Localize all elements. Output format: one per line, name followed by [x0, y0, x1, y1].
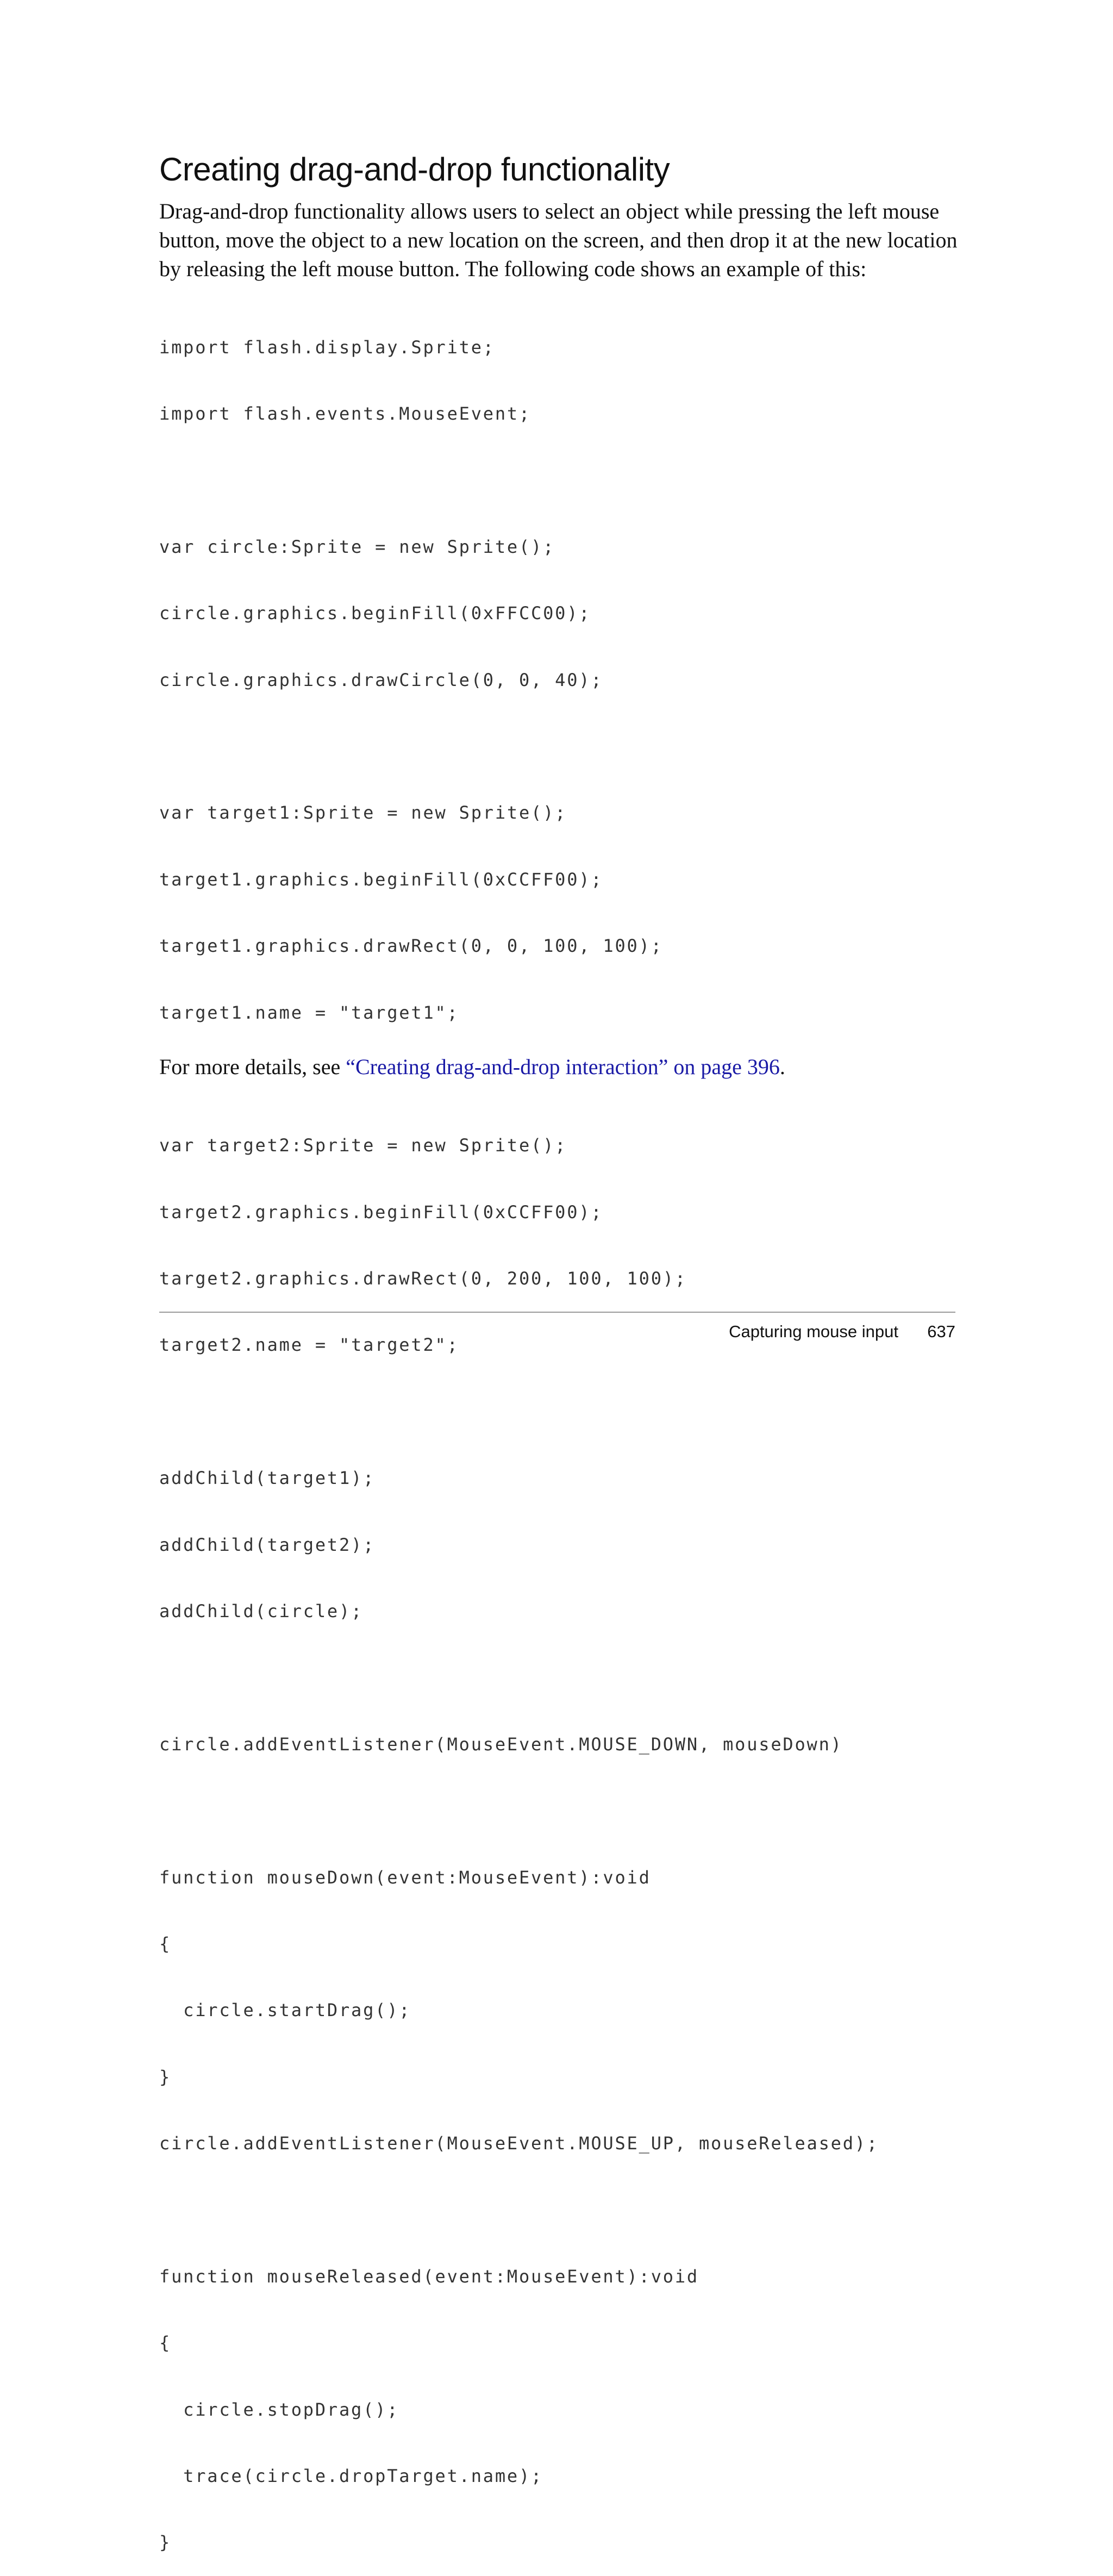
code-line: target2.name = "target2"; — [159, 1334, 459, 1356]
code-line: } — [159, 2066, 172, 2087]
more-details-paragraph — [159, 1052, 785, 1081]
code-line: function mouseReleased(event:MouseEvent):void — [159, 2266, 699, 2287]
code-line: target1.graphics.drawRect(0, 0, 100, 100); — [159, 935, 663, 957]
code-line: addChild(circle); — [159, 1601, 364, 1622]
code-line: target2.graphics.drawRect(0, 200, 100, 100); — [159, 1268, 687, 1289]
code-line: { — [159, 2332, 172, 2354]
code-line: } — [159, 2532, 172, 2553]
cross-reference-link[interactable]: “Creating drag-and-drop interaction” on page 396 — [346, 1055, 780, 1079]
code-line — [159, 2199, 879, 2222]
code-line — [159, 1401, 879, 1423]
code-line — [159, 735, 879, 758]
code-line: target2.graphics.beginFill(0xCCFF00); — [159, 1201, 603, 1222]
code-line: circle.startDrag(); — [159, 2000, 411, 2021]
code-line: addChild(target1); — [159, 1468, 376, 1489]
section-heading: Creating drag-and-drop functionality — [159, 151, 670, 188]
code-line: trace(circle.dropTarget.name); — [159, 2466, 543, 2487]
code-sample — [159, 292, 879, 2576]
page-number: 637 — [927, 1322, 955, 1341]
code-line: circle.graphics.beginFill(0xFFCC00); — [159, 603, 591, 624]
code-line: circle.graphics.drawCircle(0, 0, 40); — [159, 669, 603, 690]
code-line: target1.name = "target1"; — [159, 1002, 459, 1023]
code-line: addChild(target2); — [159, 1534, 376, 1555]
code-line: function mouseDown(event:MouseEvent):void — [159, 1867, 651, 1888]
code-line — [159, 469, 879, 491]
code-line: circle.addEventListener(MouseEvent.MOUSE_UP, mouseReleased); — [159, 2133, 879, 2154]
code-line: var circle:Sprite = new Sprite(); — [159, 536, 555, 557]
code-line: import flash.display.Sprite; — [159, 336, 495, 358]
code-line: var target2:Sprite = new Sprite(); — [159, 1135, 567, 1156]
more-details-prefix: For more details, see — [159, 1055, 346, 1079]
more-details-suffix: . — [779, 1055, 785, 1079]
code-line: target1.graphics.beginFill(0xCCFF00); — [159, 869, 603, 890]
code-line — [159, 1667, 879, 1689]
code-line: circle.stopDrag(); — [159, 2399, 399, 2420]
footer-section-name: Capturing mouse input — [729, 1322, 898, 1341]
code-line: import flash.events.MouseEvent; — [159, 403, 532, 424]
intro-paragraph: Drag-and-drop functionality allows users to select an object while pressing the left mouse button, move the object to a new location on the screen, and then drop it at the new location by releasing the left mouse button. The following code shows an example of this: — [159, 199, 958, 281]
code-line: var target1:Sprite = new Sprite(); — [159, 802, 567, 824]
code-line: circle.addEventListener(MouseEvent.MOUSE_DOWN, mouseDown) — [159, 1733, 843, 1755]
footer-divider — [159, 1312, 955, 1313]
code-line — [159, 1800, 879, 1822]
code-line: { — [159, 1933, 172, 1954]
